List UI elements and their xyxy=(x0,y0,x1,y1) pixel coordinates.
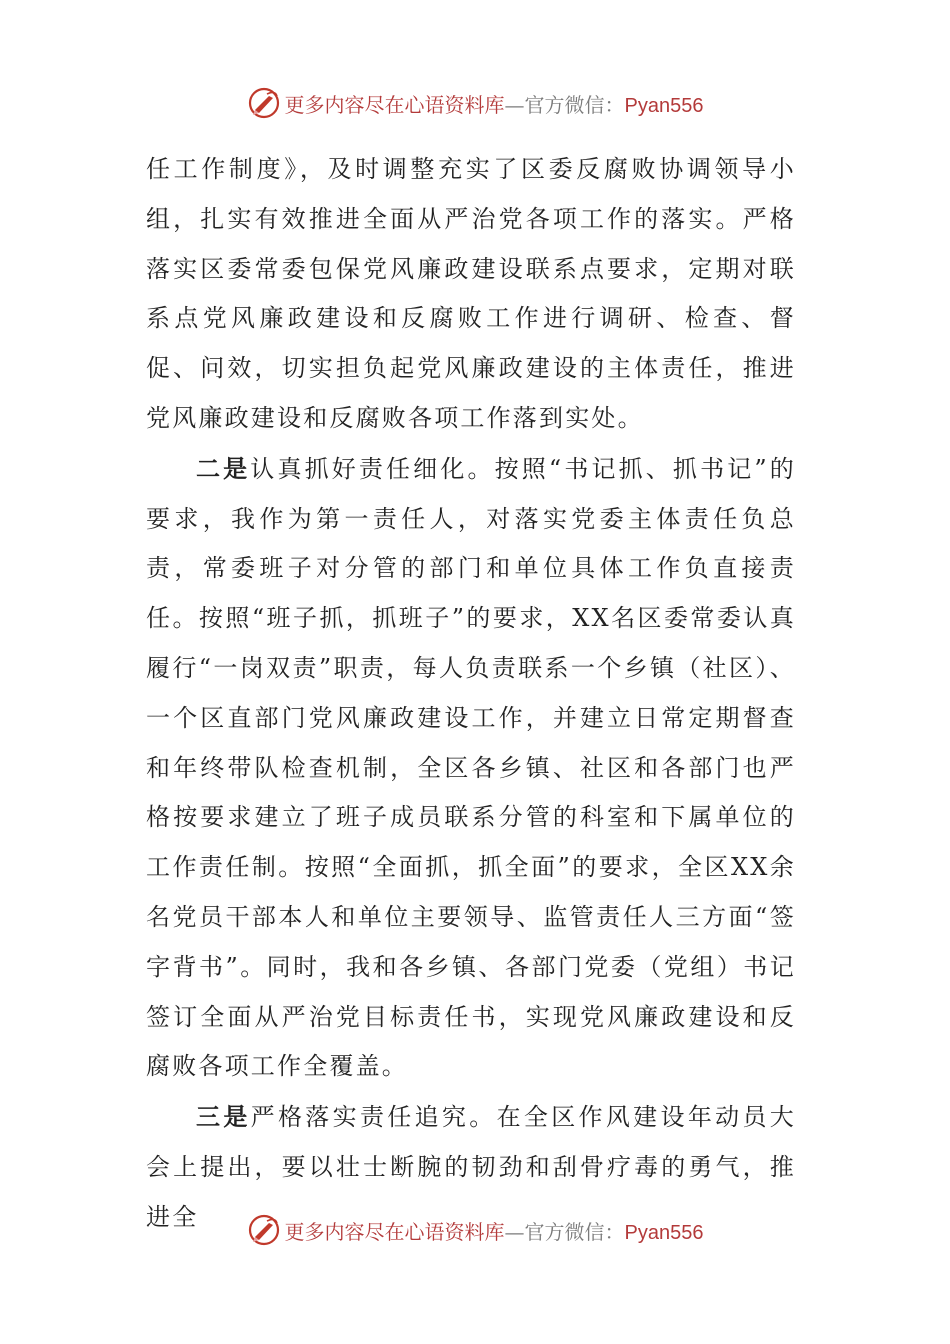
paragraph-1: 任工作制度》，及时调整充实了区委反腐败协调领导小组，扎实有效推进全面从严治党各项工作的落实。严格落实区委常委包保党风廉政建设联系点要求，定期对联系点党风廉政建设和反腐败工作进行调研、检查、督促、问效，切实担负起党风廉政建设的主体责任，推进党风廉政建设和反腐败各项工作落到实处。 xyxy=(146,155,796,432)
paragraph-3: 三是严格落实责任追究。在全区作风建设年动员大会上提出，要以壮士断腕的韧劲和刮骨疗毒的勇气，推进全 xyxy=(146,1102,797,1231)
footer-watermark-banner xyxy=(0,1210,950,1250)
document-body xyxy=(146,145,796,1243)
pen-logo-icon xyxy=(247,1213,281,1247)
paragraph-lead: 二是 xyxy=(196,453,251,483)
header-watermark-banner xyxy=(0,83,950,123)
paragraph-2: 二是认真抓好责任细化。按照“书记抓、抓书记”的要求，我作为第一责任人，对落实党委主体责任负总责，常委班子对分管的部门和单位具体工作负直接责任。按照“班子抓，抓班子”的要求，XX名区委常委认真履行“一岗双责”职责，每人负责联系一个乡镇（社区）、一个区直部门党风廉政建设工作，并建立日常定期督查和年终带队检查机制，全区各乡镇、社区和各部门也严格按要求建立了班子成员联系分管的科室和下属单位的工作责任制。按照“全面抓，抓全面”的要求，全区XX余名党员干部本人和单位主要领导、监管责任人三方面“签字背书”。同时，我和各乡镇、各部门党委（党组）书记签订全面从严治党目标责任书，实现党风廉政建设和反腐败各项工作全覆盖。 xyxy=(146,453,796,1081)
watermark-text: 更多内容尽在心语资料库—官方微信：Pyan556 xyxy=(284,1219,704,1244)
pen-logo-icon xyxy=(247,86,281,120)
watermark-text: 更多内容尽在心语资料库—官方微信：Pyan556 xyxy=(284,92,704,117)
paragraph-lead: 三是 xyxy=(196,1102,251,1132)
